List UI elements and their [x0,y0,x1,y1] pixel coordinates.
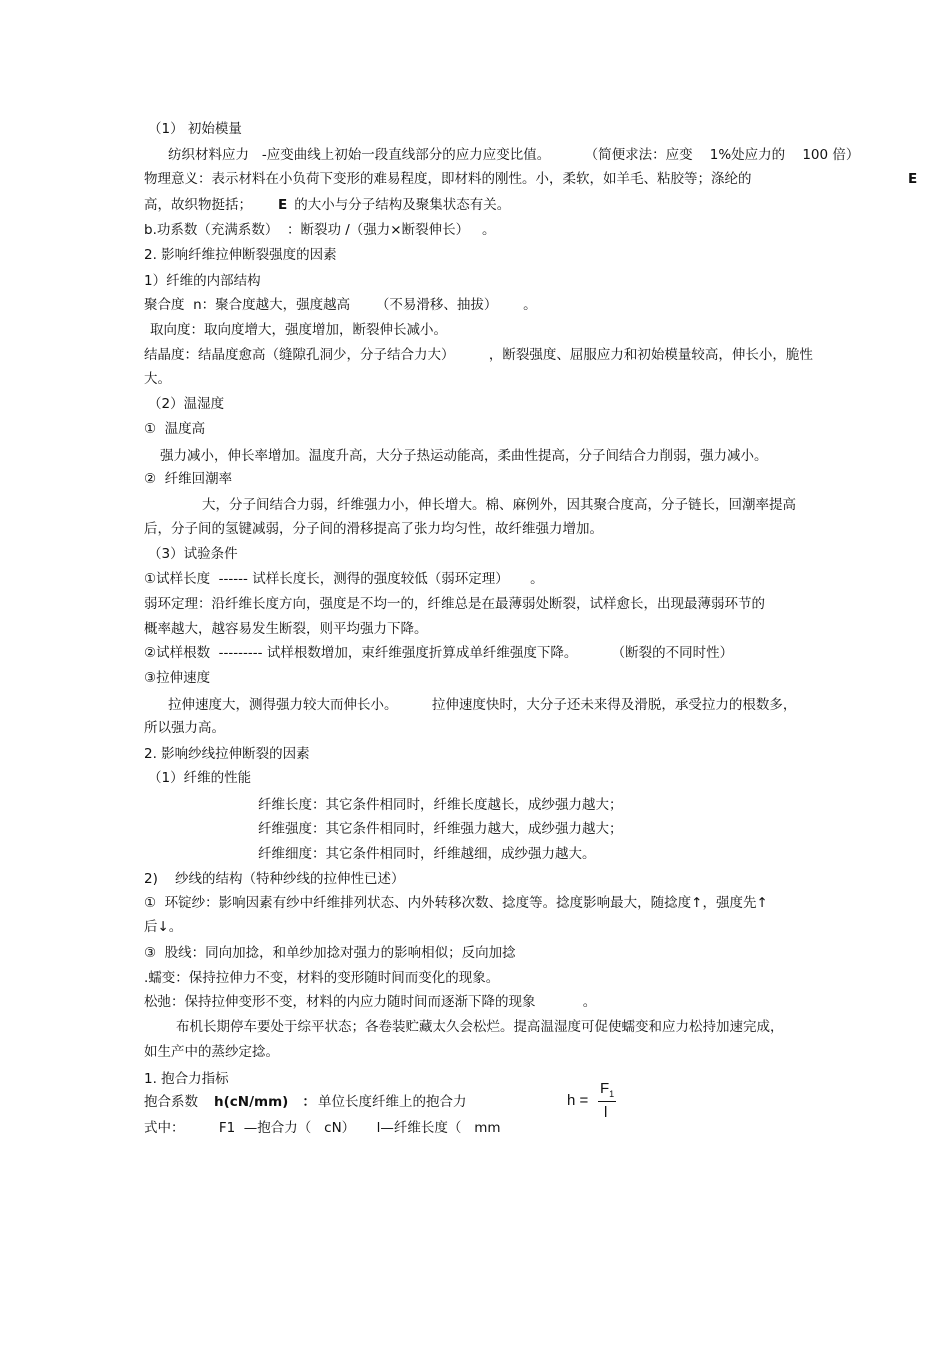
text-line-l29: 纤维强度：其它条件相同时，纤维强力越大，成纱强力越大； [258,821,623,837]
text-line-l33: 后↓。 [144,919,183,935]
text-line-l36: 松弛：保持拉伸变形不变，材料的内应力随时间而逐渐下降的现象 。 [144,994,597,1010]
cohesion-formula [567,1080,627,1128]
text-line-l20: 弱环定理：沿纤维长度方向，强度是不均一的，纤维总是在最薄弱处断裂，试样愈长，出现最薄弱环节的 [144,596,765,612]
text-line-l28: 纤维长度：其它条件相同时，纤维长度越长，成纱强力越大； [258,797,623,813]
text-line-l26: 2. 影响纱线拉伸断裂的因素 [144,746,310,762]
text-line-l04: 高，故织物挺括； [144,197,252,213]
text-line-l12: （2）温湿度 [148,396,225,412]
text-line-l08: 聚合度 n：聚合度越大，强度越高 （不易滑移、抽拔） 。 [144,297,537,313]
text-line-l23: ③拉伸速度 [144,670,211,686]
text-line-l16: 大，分子间结合力弱，纤维强力小，伸长增大。棉、麻例外，因其聚合度高，分子链长，回潮率提高 [202,497,796,513]
fraction-bar [598,1101,616,1102]
text-line-l19: ①试样长度 ------ 试样长度长，测得的强度较低（弱环定理） 。 [144,571,544,587]
formula-lhs: h = [567,1092,589,1109]
text-line-l03: 物理意义：表示材料在小负荷下变形的难易程度，即材料的刚性。小，柔软，如羊毛、粘胶等；涤纶的 [144,171,752,187]
symbol-e-line2: E [278,197,288,213]
text-line-l17: 后，分子间的氢键减弱，分子间的滑移提高了张力均匀性，故纤维强力增加。 [144,521,603,537]
text-line-l05: b.功系数（充满系数） ：断裂功 /（强力×断裂伸长） 。 [144,222,496,238]
text-line-l37: 布机长期停车要处于综平状态；各卷装贮藏太久会松烂。提高温湿度可促使蠕变和应力松持加速完成， [176,1019,784,1035]
text-line-l38: 如生产中的蒸纱定捻。 [144,1044,279,1060]
text-line-l06: 2. 影响纤维拉伸断裂强度的因素 [144,247,337,263]
symbol-e-line1: E [908,171,918,187]
cohesion-definition: 单位长度纤维上的抱合力 [318,1094,467,1110]
cohesion-unit: h(cN/mm) ： [214,1094,316,1110]
text-line-l09: 取向度：取向度增大，强度增加，断裂伸长减小。 [150,322,447,338]
text-line-l10: 结晶度：结晶度愈高（缝隙孔洞少，分子结合力大） ，断裂强度、屈服应力和初始模量较高，伸长小，脆性 [144,347,813,363]
e-relation-text: 的大小与分子结构及聚集状态有关。 [290,197,511,213]
text-line-l14: 强力减小，伸长率增加。温度升高，大分子热运动能高，柔曲性提高，分子间结合力削弱，强力减小。 [160,448,768,464]
text-line-l11: 大。 [144,371,171,387]
text-line-l35: .蠕变：保持拉伸力不变，材料的变形随时间而变化的现象。 [144,970,500,986]
text-line-l01: （1） 初始模量 [148,121,242,137]
text-line-l18: （3）试验条件 [148,546,238,562]
text-line-l02: 纺织材料应力 -应变曲线上初始一段直线部分的应力应变比值。 （简便求法：应变 1%处应力的 100 倍） [168,147,860,163]
text-line-l31: 2) 纱线的结构（特种纱线的拉伸性已述） [144,871,405,887]
text-line-l30: 纤维细度：其它条件相同时，纤维越细，成纱强力越大。 [258,846,596,862]
text-line-l40: 抱合系数 [144,1094,211,1110]
text-line-l15: ② 纤维回潮率 [144,471,233,487]
text-line-l41: 式中： F1 —抱合力（ cN） l—纤维长度（ mm [144,1120,501,1136]
text-line-l32: ① 环锭纱：影响因素有纱中纤维排列状态、内外转移次数、捻度等。捻度影响最大，随捻度↑，强度先↑ [144,895,768,911]
text-line-l13: ① 温度高 [144,421,206,437]
text-line-l07: 1）纤维的内部结构 [144,273,261,289]
text-line-l22: ②试样根数 --------- 试样根数增加，束纤维强度折算成单纤维强度下降。 （断裂的不同时性） [144,645,734,661]
formula-numerator: $F_1$ [600,1080,615,1099]
text-line-l25: 所以强力高。 [144,720,225,736]
text-line-l34: ③ 股线：同向加捻，和单纱加捻对强力的影响相似；反向加捻 [144,945,516,961]
text-line-l21: 概率越大，越容易发生断裂，则平均强力下降。 [144,621,428,637]
formula-denominator: l [604,1104,608,1121]
text-line-l27: （1）纤维的性能 [148,770,252,786]
text-line-l24: 拉伸速度大，测得强力较大而伸长小。 拉伸速度快时，大分子还未来得及滑脱，承受拉力的根数多， [168,697,797,713]
text-line-l39: 1. 抱合力指标 [144,1071,229,1087]
